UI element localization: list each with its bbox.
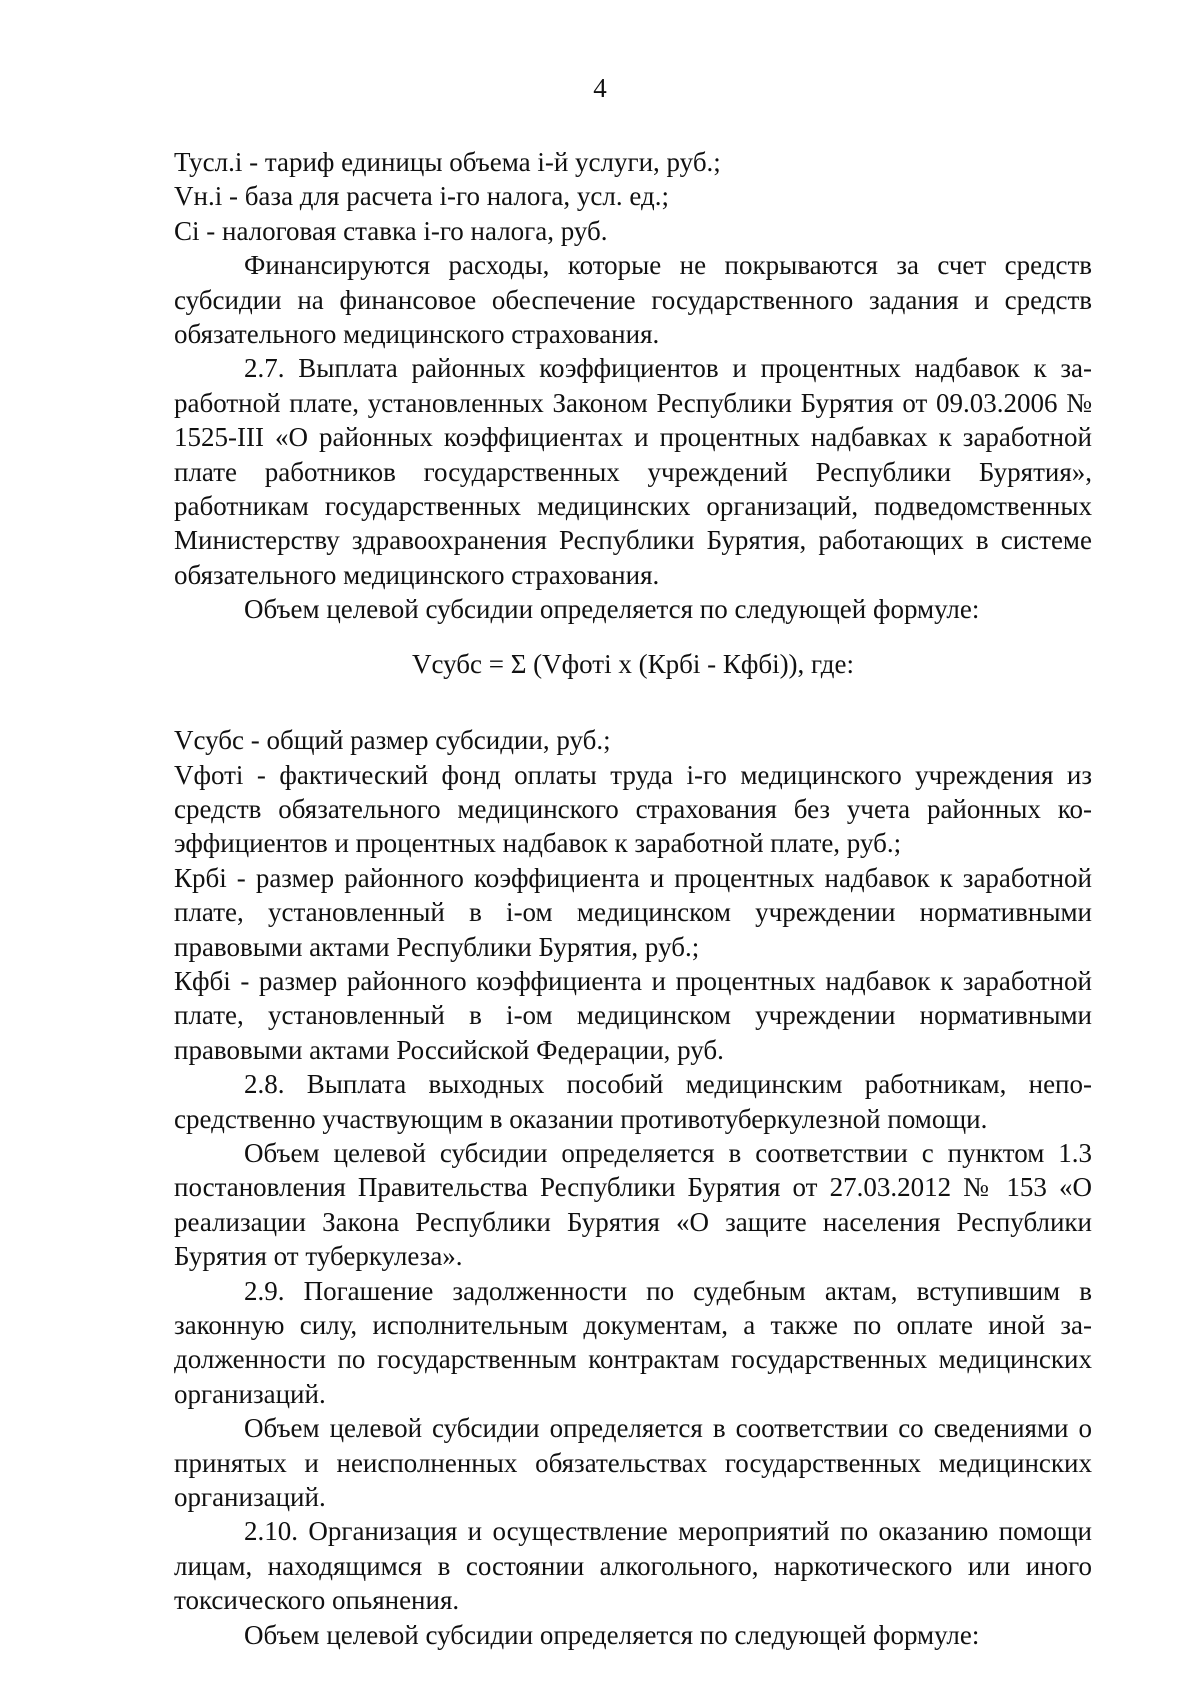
section-2-10: 2.10. Организация и осуществление мероприятий по оказанию помощи лицам, находящимся в состоянии алкогольного, наркотического или иного токсического опьянения. (174, 1516, 1092, 1616)
section-2-8-volume: Объем целевой субсидии определяется в соответствии с пунктом 1.3 постановления Правительства Республики Бурятия от 27.03.2012 № 153 «О реализации Закона Республики Бурятия «О защите населения Республики Бурятия от туберкулеза». (174, 1137, 1092, 1272)
subsidy-formula-intro: Объем целевой субсидии определяется по следующей формуле: (244, 594, 980, 625)
definition-vfot: Vфотi - фактический фонд оплаты труда i-го медицинского учреждения из средств обязательного медицинского страхования без учета районных коэффициентов и процентных надбавок к заработной плате, руб.; (174, 759, 1092, 859)
definition-vsubs: Vсубс - общий размер субсидии, руб.; (174, 725, 611, 756)
subsidy-formula: Vсубс = Σ (Vфотi x (Крбi - Кфбi)), где: (411, 648, 855, 679)
paragraph-financing: Финансируются расходы, которые не покрываются за счет средств субсидии на финансовое обеспечение государственного задания и средств обязательного медицинского страхования. (174, 250, 1092, 350)
definition-vn: Vн.i - база для расчета i-го налога, усл. ед.; (174, 181, 669, 212)
section-2-9: 2.9. Погашение задолженности по судебным актам, вступившим в законную силу, исполнительным документам, а также по оплате иной задолженности по государственным контрактам государственных медицинских организаций. (174, 1275, 1092, 1409)
section-2-7: 2.7. Выплата районных коэффициентов и процентных надбавок к заработной плате, установленных Законом Республики Бурятия от 09.03.2006 № 1525-III «О районных коэффициентах и процентных надбавках к заработной плате работников государственных учреждений Республики Бурятия», работникам государственных медицинских организаций, подведомственных Министерству здравоохранения Республики Бурятия, работающих в системе обязательного медицинского страхования. (174, 353, 1092, 590)
section-2-10-formula-intro: Объем целевой субсидии определяется по следующей формуле: (244, 1619, 980, 1650)
document-body (174, 145, 1092, 1652)
definition-ci: Ci - налоговая ставка i-го налога, руб. (174, 215, 608, 246)
section-2-9-volume: Объем целевой субсидии определяется в соответствии со сведениями о принятых и неисполненных обязательствах государственных медицинских организаций. (174, 1413, 1092, 1513)
section-2-8: 2.8. Выплата выходных пособий медицинским работникам, непосредственно участвующим в оказании противотуберкулезной помощи. (174, 1069, 1092, 1134)
definition-tusl: Тусл.i - тариф единицы объема i-й услуги, руб.; (174, 147, 721, 177)
definition-kfb: Кфбi - размер районного коэффициента и процентных надбавок к заработной плате, установленный в i-ом медицинском учреждении нормативными правовыми актами Российской Федерации, руб. (174, 965, 1092, 1065)
definition-krb: Крбi - размер районного коэффициента и процентных надбавок к заработной плате, установленный в i-ом медицинском учреждении нормативными правовыми актами Республики Бурятия, руб.; (174, 862, 1092, 962)
page-number: 4 (593, 73, 607, 103)
